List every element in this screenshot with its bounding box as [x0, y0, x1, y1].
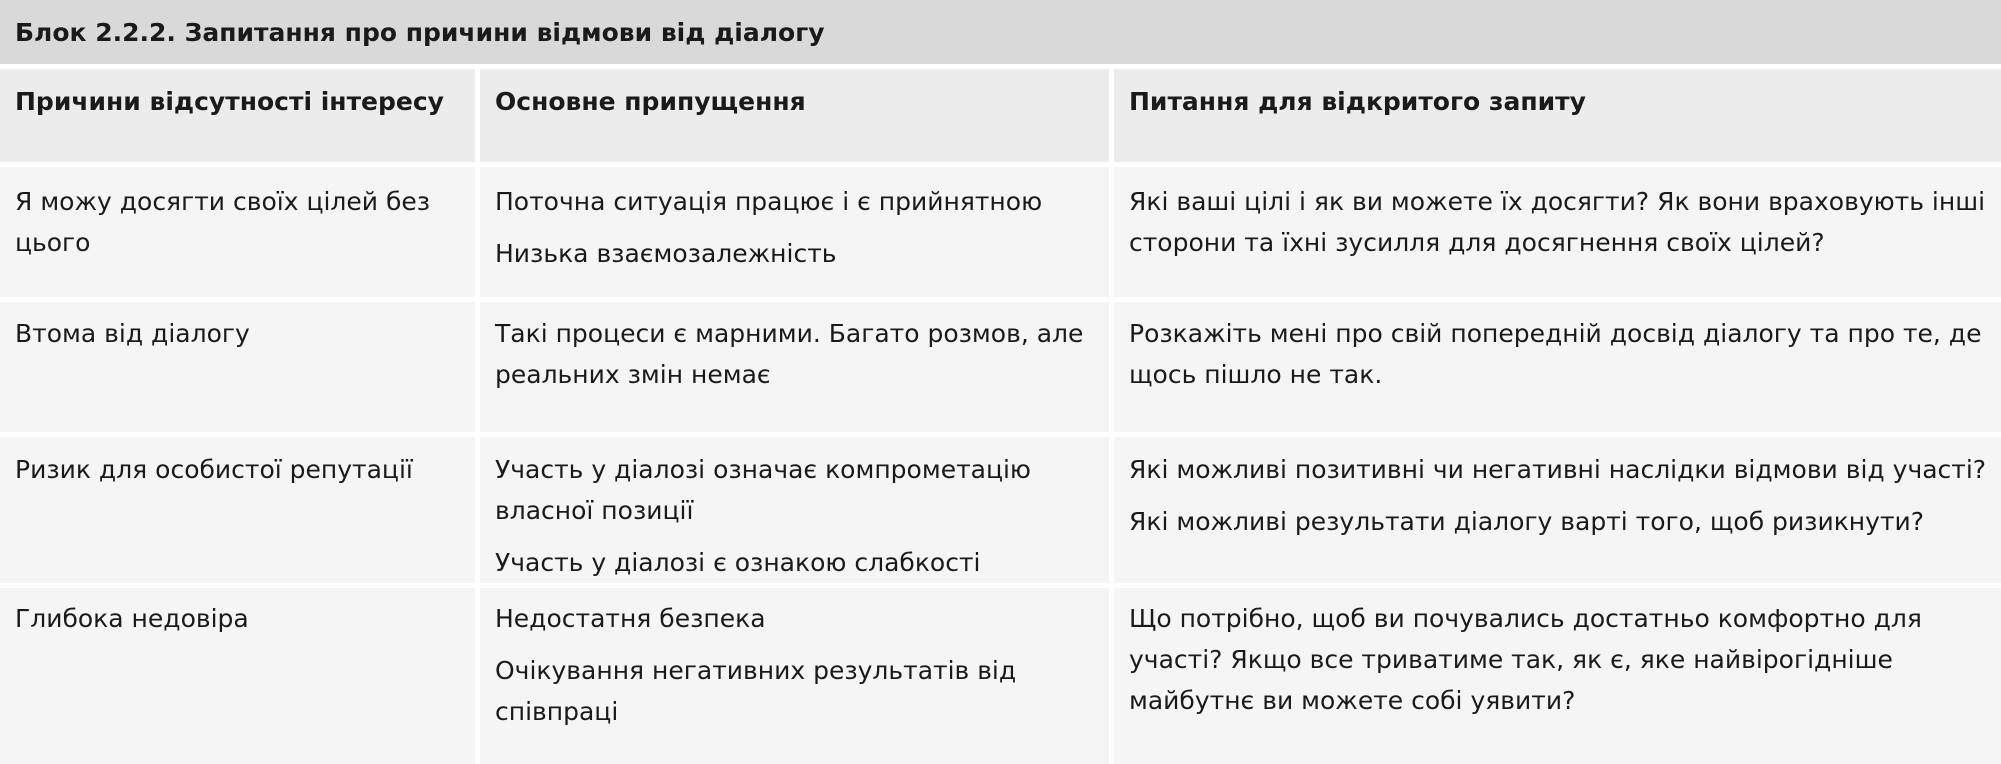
- column-header-questions: Питання для відкритого запиту: [1109, 64, 2001, 162]
- question-text: Які можливі позитивні чи негативні наслідки відмови від участі?: [1129, 455, 1987, 484]
- question-text: Розкажіть мені про свій попередній досвід діалогу та про те, де щось пішло не так.: [1129, 319, 1982, 389]
- reason-text: Ризик для особистої репутації: [15, 455, 413, 484]
- question-cell: [1109, 583, 2001, 764]
- question-cell: [1109, 162, 2001, 297]
- question-text: Що потрібно, щоб ви почувались достатньо комфортно для участі? Якщо все триватиме так, як є, яке найвірогідніше майбутнє ви можете собі уявити?: [1129, 604, 1922, 715]
- assumption-text: Участь у діалозі означає компрометацію власної позиції: [495, 455, 1031, 525]
- table-header-row: [0, 64, 2001, 162]
- assumption-text: Недостатня безпека: [495, 604, 766, 633]
- assumption-text: Низька взаємозалежність: [495, 239, 837, 268]
- question-cell: [1109, 432, 2001, 583]
- questions-table: [0, 64, 2001, 764]
- table-row: [0, 583, 2001, 764]
- question-cell: [1109, 297, 2001, 432]
- reason-cell: [0, 583, 475, 764]
- reason-cell: [0, 297, 475, 432]
- assumption-cell: [475, 297, 1109, 432]
- question-text: Які ваші цілі і як ви можете їх досягти? Як вони враховують інші сторони та їхні зусилля для досягнення своїх цілей?: [1129, 187, 1986, 257]
- column-header-assumption: Основне припущення: [475, 64, 1109, 162]
- table-row: [0, 432, 2001, 583]
- assumption-cell: [475, 162, 1109, 297]
- table-row: [0, 297, 2001, 432]
- reason-cell: [0, 162, 475, 297]
- reason-cell: [0, 432, 475, 583]
- assumption-text: Очікування негативних результатів від співпраці: [495, 656, 1017, 726]
- question-text: Які можливі результати діалогу варті того, щоб ризикнути?: [1129, 507, 1925, 536]
- table-row: [0, 162, 2001, 297]
- assumption-text: Поточна ситуація працює і є прийнятною: [495, 187, 1043, 216]
- reason-text: Втома від діалогу: [15, 319, 250, 348]
- column-header-reasons: Причини відсутності інтересу: [0, 64, 475, 162]
- reason-text: Глибока недовіра: [15, 604, 249, 633]
- assumption-cell: [475, 432, 1109, 583]
- reason-text: Я можу досягти своїх цілей без цього: [15, 187, 431, 257]
- assumption-text: Участь у діалозі є ознакою слабкості: [495, 548, 981, 577]
- box-title: Блок 2.2.2. Запитання про причини відмови від діалогу: [0, 0, 2001, 64]
- assumption-cell: [475, 583, 1109, 764]
- assumption-text: Такі процеси є марними. Багато розмов, але реальних змін немає: [495, 319, 1084, 389]
